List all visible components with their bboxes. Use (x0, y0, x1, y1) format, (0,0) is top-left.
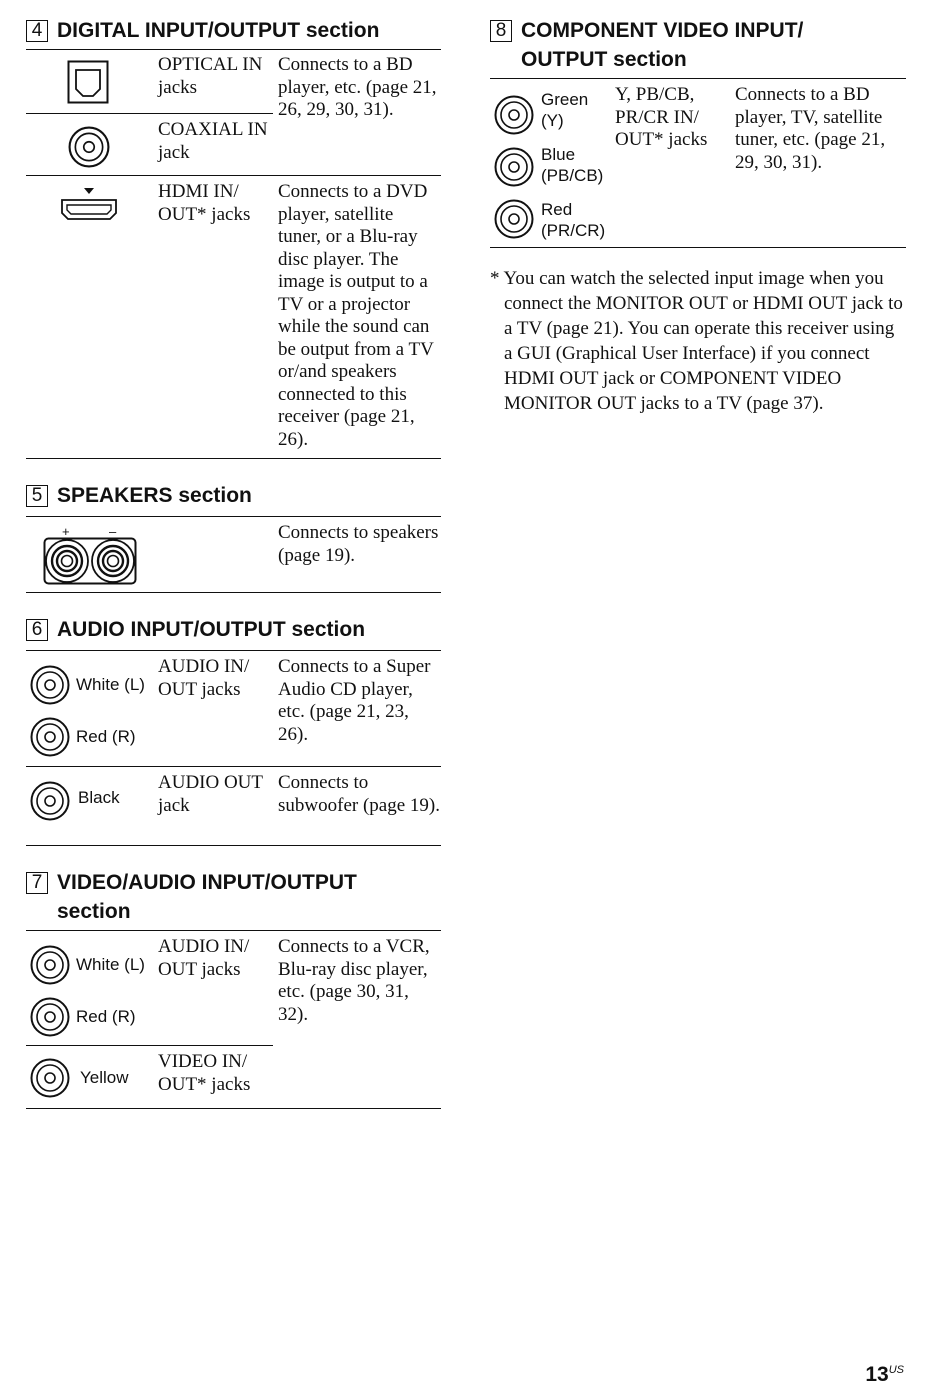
subwoofer-name: AUDIO OUT jack (158, 772, 263, 816)
optical-name: OPTICAL IN jacks (158, 54, 263, 98)
jack-table (26, 49, 441, 459)
section-number: 6 (26, 619, 48, 641)
table-row (26, 50, 441, 175)
icon-cell (26, 651, 158, 766)
table-row (26, 767, 441, 845)
subwoofer-description: Connects to subwoofer (page 19). (278, 772, 440, 816)
section-number: 7 (26, 872, 48, 894)
table-row (26, 651, 441, 766)
section-audio-io (26, 615, 441, 846)
page-number (865, 1363, 904, 1387)
coaxial-jack-icon (68, 126, 110, 168)
video-audio-description: Connects to a VCR, Blu-ray disc player, etc. (page 30, 31, 32). (278, 936, 430, 1025)
section-heading (26, 615, 441, 644)
plus-label: + (62, 524, 70, 539)
video-name: VIDEO IN/ OUT* jacks (158, 1051, 251, 1095)
black-label: Black (78, 788, 120, 807)
jack-table (26, 930, 441, 1109)
icon-cell (490, 79, 615, 247)
section-component-video-io (490, 16, 906, 416)
yellow-label: Yellow (80, 1068, 129, 1087)
name-cell (158, 931, 278, 1108)
section-heading (26, 868, 441, 926)
icon-cell (26, 767, 158, 845)
section-title: AUDIO INPUT/OUTPUT section (57, 618, 366, 641)
row-divider (26, 1045, 273, 1046)
section-number: 5 (26, 485, 48, 507)
table-row (26, 517, 441, 592)
table-row (26, 176, 441, 458)
hdmi-description: Connects to a DVD player, satellite tuner, or a Blu-ray disc player. The image is output to a TV or a projector while the sound can be output from a TV or/and speakers connected to this receiver (page 21, 26). (278, 181, 434, 450)
right-column (490, 16, 906, 416)
speakers-description: Connects to speakers (page 19). (278, 522, 439, 566)
jack-table (490, 78, 906, 248)
minus-label: – (109, 524, 117, 539)
icon-cell (26, 176, 158, 458)
left-column (26, 16, 441, 1109)
white-jack-icon (30, 665, 70, 705)
icon-cell (26, 931, 158, 1108)
hdmi-name: HDMI IN/ OUT* jacks (158, 181, 251, 225)
red-label: Red (R) (76, 1007, 136, 1026)
optical-jack-icon (67, 60, 109, 104)
green-label: Green (Y) (541, 90, 589, 130)
red-jack-icon (30, 997, 70, 1037)
audio-name: AUDIO IN/ OUT jacks (158, 936, 250, 980)
icon-cell (26, 50, 158, 175)
section-title: VIDEO/AUDIO INPUT/OUTPUT section (57, 871, 357, 923)
jack-table (26, 516, 441, 593)
speaker-terminal-icon (43, 537, 137, 585)
audio-name: AUDIO IN/ OUT jacks (158, 656, 250, 700)
section-video-audio-io (26, 868, 441, 1109)
component-name: Y, PB/CB, PR/CR IN/ OUT* jacks (615, 84, 708, 150)
page-region-suffix: US (888, 1364, 904, 1376)
section-heading (490, 16, 906, 74)
section-number: 8 (490, 20, 512, 42)
section-title: COMPONENT VIDEO INPUT/ OUTPUT section (521, 19, 804, 71)
section-digital-io (26, 16, 441, 459)
white-label: White (L) (76, 675, 145, 694)
white-label: White (L) (76, 955, 145, 974)
table-row (26, 931, 441, 1108)
section-speakers (26, 481, 441, 593)
white-jack-icon (30, 945, 70, 985)
optical-coaxial-description: Connects to a BD player, etc. (page 21, 26, 29, 30, 31). (278, 54, 437, 120)
table-row (490, 79, 906, 247)
component-description: Connects to a BD player, TV, satellite tuner, etc. (page 21, 29, 30, 31). (735, 84, 886, 173)
section-title: SPEAKERS section (57, 484, 252, 507)
yellow-jack-icon (30, 1058, 70, 1098)
section-number: 4 (26, 20, 48, 42)
section-heading (26, 481, 441, 510)
row-divider (26, 113, 273, 114)
page-number-value: 13 (865, 1363, 889, 1386)
hdmi-jack-icon (60, 186, 118, 222)
footnote: * You can watch the selected input image when you connect the MONITOR OUT or HDMI OUT jack to a TV (page 21). You can operate this receiver using a GUI (Graphical User Interface) if you connect HDMI OUT jack or COMPONENT VIDEO MONITOR OUT jacks to a TV (page 37). (490, 268, 903, 414)
section-heading (26, 16, 441, 45)
section-title: DIGITAL INPUT/OUTPUT section (57, 19, 380, 42)
jack-table (26, 650, 441, 846)
blue-label: Blue (PB/CB) (541, 145, 604, 185)
red-jack-icon (30, 717, 70, 757)
icon-cell (26, 517, 278, 592)
audio-description: Connects to a Super Audio CD player, etc. (page 21, 23, 26). (278, 656, 431, 745)
coaxial-name: COAXIAL IN jack (158, 119, 268, 163)
red-label: Red (R) (76, 727, 136, 746)
black-jack-icon (30, 781, 70, 821)
red-label: Red (PR/CR) (541, 200, 606, 240)
green-jack-icon (494, 95, 534, 135)
red-jack-icon (494, 199, 534, 239)
blue-jack-icon (494, 147, 534, 187)
